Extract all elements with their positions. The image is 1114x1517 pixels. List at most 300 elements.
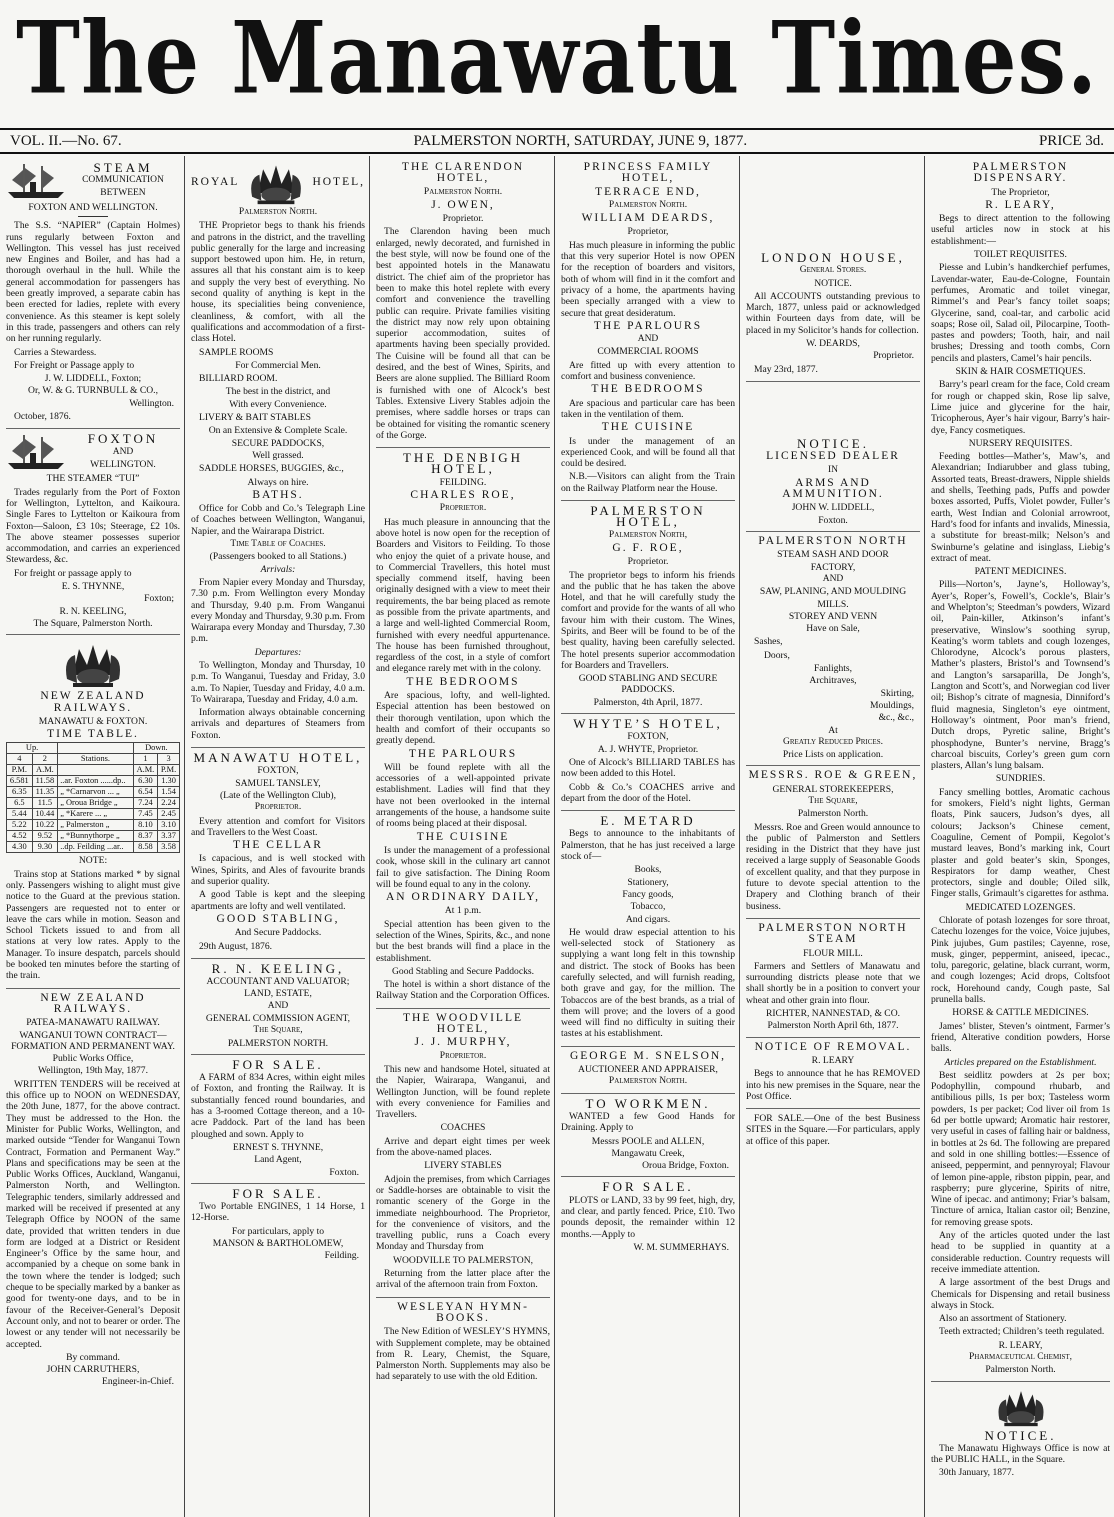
ad-body: Pills—Norton’s, Jayne’s, Holloway’s, Ayer’s, Roper’s, Fowell’s, Cockle’s, Blair’s and Whelpton’s; Steedman’s powders, Wizard oil, Pain-killer, Atkinson’s infant’s preservative, Winslow’s soothing syrup, Keating’s worm tablets and cough lozenges, Chlorodyne, Alcock’s porous plasters, Mather’s plasters, Bristol’s and Townsend’s and Langton’s sarsaparilla, De Jongh’s, Langton and Scott’s, and Norwegian cod liver oil; Bishop’s citrate of magnesia, Dinniford’s fluid magnesia, Singleton’s eye ointment, Holloway’s ointment, Poor man’s friend, Dutch drops, Pyretic saline, Bright’s phosphodyne, Bunter’s nervine, Bragg’s charcoal biscuits, Corley’s green gum corn plasters, Allan’s lung balsam. xyxy=(931,579,1110,772)
ad-body: Piesse and Lubin’s handkerchief perfumes, Lavendar-water, Eau-de-Cologne, Fountain perfumes, Aromatic and toilet vinegar, Rimmel’s and Pear’s fancy toilet soaps; Glycerine, sand, coal-tar, and carbolic acid soaps; Rose oil, Salad oil, Pilocarpine, Tooth-pastes and powders; Tooth, hair, and nail brushes; Dressing and tooth combs, Corn pencils and plasters, Camel’s hair pencils. xyxy=(931,262,1110,364)
firm-name: RICHTER, NANNESTAD, & CO. xyxy=(765,1008,901,1020)
ad-engines-for-sale xyxy=(191,1185,365,1267)
train-number: 2 xyxy=(32,754,58,765)
stations-header: Stations. xyxy=(58,754,134,765)
proprietor-name: R. LEARY, xyxy=(985,198,1056,211)
ad-text: The Proprietor, xyxy=(991,186,1050,198)
ad-subheading: BATHS. xyxy=(252,488,304,501)
ad-heading: PALMERSTON NORTH STEAM xyxy=(758,921,908,946)
ad-subheading: FOXTON AND WELLINGTON. xyxy=(28,202,158,213)
list-item: And cigars. xyxy=(625,913,671,925)
ad-foxton-wellington xyxy=(6,433,180,635)
list-item: Fanlights, xyxy=(813,663,853,675)
agent-name: W. M. SUMMERHAYS. xyxy=(633,1241,729,1253)
ad-text: Always on hire. xyxy=(247,476,309,488)
agent-name: E. S. THYNNE, xyxy=(61,581,125,593)
signer-title: Engineer-in-Chief. xyxy=(102,1376,174,1388)
list-item: Books, xyxy=(634,864,662,876)
ad-subheading: NURSERY REQUISITES. xyxy=(968,437,1073,449)
ad-heading: WESLEYAN HYMN-BOOKS. xyxy=(397,1300,529,1324)
signer-title: Pharmaceutical Chemist, xyxy=(968,1351,1073,1362)
ad-flour-mill xyxy=(746,923,920,1038)
ad-palmerston-dispensary xyxy=(931,162,1110,1382)
ad-body: A FARM of 834 Acres, within eight miles of Foxton, and fronting the Railway. It is substantially fenced round boundaries, and has a 3-roomed Cottage thereon, and a 10-acre Paddock. Part of the land has been ploughed and sown. Apply to xyxy=(191,1072,365,1140)
ad-subheading: R. LEARY xyxy=(811,1054,855,1066)
column-6 xyxy=(925,156,1114,1517)
dealer-name: JOHN W. LIDDELL, xyxy=(791,502,875,514)
departure-time: 6.5 xyxy=(7,798,33,809)
ad-body: WRITTEN TENDERS will be received at this office up to NOON on WEDNESDAY, the 20th June, 1877, for the above contract. They must be addressed to the Hon. the Minister for Public Works, Wellington, and marked outside “Tender for Wanganui Town Contract, Formation and Permanent Way.” Plans and specifications may be seen at the Public Works Offices, Auckland, Wanganui, Palmerston North, and Wellington. Telegraphic tenders, similarly addressed and marked will be received if presented at any Telegraph Office by NOON of the same date, provided that written tenders in due form are lodged at a District or Resident Engineer’s Office by the same hour, and accompanied by a cheque on some bank in the town where the tender is lodged; such cheque to be specially marked by a banker as good for twenty-one days, and to be in favour of the Receiver-General’s Deposit Account only, and not to bearer or order. The lowest or any tender will not necessarily be accepted. xyxy=(6,1078,180,1350)
ad-subheading: ACCOUNTANT AND VALUATOR; xyxy=(206,976,350,988)
departure-time: 11.58 xyxy=(32,776,58,787)
ad-place: Palmerston North. xyxy=(985,1364,1056,1376)
departure-time: 3.37 xyxy=(158,831,180,842)
timetable-row xyxy=(7,831,180,842)
list-item: Skirting, xyxy=(880,687,914,699)
ad-subheading: AN ORDINARY DAILY, xyxy=(385,891,540,904)
list-item: Doors, xyxy=(764,649,790,661)
list-item: Architraves, xyxy=(809,675,857,687)
ad-land-for-sale xyxy=(561,1181,735,1258)
royal-hotel-heading xyxy=(191,160,365,206)
ad-body: The S.S. “NAPIER” (Captain Holmes) runs regularly between Foxton and Wellington. This vessel has just received new Engines and Boiler, and has had a thorough overhaul in the hull. While the general accommodation for passengers has been greatly improved, a separate cabin has been erected for ladies, replete with every convenience. As this steamer is kept solely in this trade, passengers and others can rely on her running regularly. xyxy=(6,220,180,345)
ad-subheading: THE STEAMER “TUI” xyxy=(46,473,140,485)
ad-body: Returning from the latter place after the arrival of the afternoon train from Foxton. xyxy=(376,1268,550,1291)
ad-subheading: SAW, PLANING, AND MOULDING xyxy=(759,586,907,598)
agent-place: Mangawatu Creek, xyxy=(611,1147,685,1159)
ad-place: Palmerston North. xyxy=(238,207,318,217)
ad-denbigh-hotel xyxy=(376,452,550,1009)
ad-heading: PRINCESS FAMILY HOTEL, xyxy=(583,161,713,185)
departure-time: 9.52 xyxy=(32,831,58,842)
ad-heading: GEORGE M. SNELSON, xyxy=(569,1049,727,1062)
steamship-icon xyxy=(6,162,66,200)
ad-heading: THE CLARENDON HOTEL, xyxy=(401,161,525,185)
ad-steam-sash-factory xyxy=(746,536,920,766)
ad-body: The New Edition of WESLEY’S HYMNS, with Supplement complete, may be obtained from R. Leary, Chemist, the Square, Palmerston North. Supplements may also be had separately to use with the old Edition. xyxy=(376,1326,550,1383)
ad-place: Palmerston North. xyxy=(797,808,869,820)
station-name: ..dp. Feilding ...ar.. xyxy=(58,842,134,853)
ad-text: For freight or passage apply to xyxy=(14,567,132,579)
proprietor-name: J. J. MURPHY, xyxy=(414,1036,512,1049)
timetable-up: Up. xyxy=(7,743,58,754)
ad-heading: STEAM xyxy=(93,160,153,175)
ad-subheading: THE BEDROOMS xyxy=(591,383,705,396)
timetable-down: Down. xyxy=(133,743,179,754)
station-name: „ Oroua Bridge „ xyxy=(58,798,134,809)
ad-heading: TO WORKMEN. xyxy=(585,1095,711,1111)
agent-name: Or, W. & G. TURNBULL & CO., xyxy=(28,385,158,397)
ad-body: Information always obtainable concerning arrivals and departures of Steamers from Foxton. xyxy=(191,707,365,741)
ad-subheading: Departures: xyxy=(254,646,302,658)
ad-place: Palmerston North. xyxy=(608,199,688,210)
ad-body: This new and handsome Hotel, situated at the Napier, Wairarapa, Wanganui, and Wellington Junction, will be found replete with every convenience for Families and Travellers. xyxy=(376,1063,550,1121)
ad-date: May 23rd, 1877. xyxy=(754,363,818,375)
ad-keeling xyxy=(191,960,365,1055)
agent-name: Messrs POOLE and ALLEN, xyxy=(591,1135,705,1147)
departure-time: 7.45 xyxy=(133,809,157,820)
ad-subheading: SUNDRIES. xyxy=(995,773,1046,785)
ad-body: He would draw especial attention to his well-selected stock of Stationery as supplying a want long felt in this township and district. The stock of Books has been carefully selected, and will furnish reading, both grave and gay, for the million. The Tobaccos are of the best brands, as a trial of them will prove; and the lovers of a good weed will find no difficulty in suiting their tastes at his establishment. xyxy=(561,926,735,1040)
ad-text: SECURE PADDOCKS, xyxy=(231,437,325,449)
agent-name: R. N. KEELING, xyxy=(59,605,127,617)
ad-date: Palmerston North April 6th, 1877. xyxy=(767,1020,899,1032)
ad-text: Greatly Reduced Prices. xyxy=(783,736,883,747)
ad-heading: FOR SALE. xyxy=(602,1179,694,1195)
departure-time: 6.30 xyxy=(133,776,157,787)
ad-roe-green xyxy=(746,770,920,919)
ad-woodville-hotel xyxy=(376,1013,550,1298)
ad-body: The Manawatu Highways Office is now at the PUBLIC HALL, in the Square. xyxy=(931,1442,1110,1466)
dateline xyxy=(0,128,1114,154)
column-4 xyxy=(555,156,740,1517)
ad-place: PALMERSTON NORTH. xyxy=(227,1037,329,1049)
ad-subheading: GENERAL STOREKEEPERS, xyxy=(772,783,894,795)
ad-body: N.B.—Visitors can alight from the Train on the Railway Platform near the House. xyxy=(561,471,735,494)
departure-time: 11.35 xyxy=(32,787,58,798)
railway-timetable xyxy=(6,742,180,853)
proprietor-name: J. OWEN, xyxy=(431,198,495,211)
ad-body: The hotel is within a short distance of the Railway Station and the Corporation Offices. xyxy=(376,979,550,1002)
ad-metard xyxy=(561,815,735,1047)
ad-text: And Secure Paddocks. xyxy=(234,927,322,939)
agent-place: Oroua Bridge, Foxton. xyxy=(642,1160,729,1172)
ad-heading: HOTEL, xyxy=(312,176,365,189)
ad-body: PLOTS or LAND, 33 by 99 feet, high, dry, and clear, and partly fenced. Price, £10. Two pounds deposit, the remainder within 12 months.—Apply to xyxy=(561,1194,735,1240)
ad-text: (Passengers booked to all Stations.) xyxy=(209,551,347,563)
ad-subheading: Arrivals: xyxy=(260,563,296,575)
ad-body: The proprietor begs to inform his friends and the public that he has taken the above Hotel, and that he will carefully study the comfort and provide for the wants of all who favour him with their custom. The Wines, Spirits, and Beer will be found to be of the best quality, having been carefully selected. The hotel presents superior accommodation for Boarders and Travellers. xyxy=(561,569,735,671)
ad-text: For Freight or Passage apply to xyxy=(14,359,135,371)
ad-subheading: Articles prepared on the Establishment. xyxy=(944,1056,1097,1068)
departure-time: 11.5 xyxy=(32,798,58,809)
ad-place: Palmerston North, xyxy=(608,529,688,540)
ad-body: Feeding bottles—Mather’s, Maw’s, and Alexandrian; Indiarubber and glass tubing, Assorted teats, Breast-drawers, Nipple shields and shells, Teething pads, Puffs and powder boxes assorted, Puffs, Violet powder, Fuller’s earth, West Indian and Colonial arrowroot, Hard’s food for infants and invalids, Minessia, a substitute for breast-milk; Nelson’s and Swinburne’s gelatine and isinglass, Liebig’s extract of meat. xyxy=(931,451,1110,564)
ad-heading: NEW ZEALAND RAILWAYS. xyxy=(40,991,146,1015)
ad-body: Fancy smelling bottles, Aromatic cachous for smokers, Field’s night lights, German floats, Pink saucers, Judson’s dyes, all colours; Jackson’s Chinese cement, Coaguline, Cement of Pompii, Kegolot’s mustard leaves, Bond’s marking ink, Court plaster and gold beater’s skin, Sponges, Respirators for damp weather, Chest protectors, single and double; Oiled silk, Finger stalls, Grimault’s cigarettes for asthma. xyxy=(931,786,1110,900)
ad-date: October, 1876. xyxy=(14,411,71,423)
ad-subheading: LAND, ESTATE, xyxy=(244,988,312,1000)
timetable-heading: TIME TABLE. xyxy=(47,728,139,741)
ad-body: Also an assortment of Stationery. xyxy=(939,1313,1067,1325)
ad-body: Two Portable ENGINES, 1 14 Horse, 1 12-Horse. xyxy=(191,1201,365,1224)
ad-text: On an Extensive & Complete Scale. xyxy=(208,425,348,437)
agent-title: Land Agent, xyxy=(254,1154,302,1166)
column-2 xyxy=(185,156,370,1517)
timetable-row xyxy=(7,820,180,831)
departure-time: 4.52 xyxy=(7,831,33,842)
ad-subheading: FACTORY, xyxy=(810,561,856,573)
ad-body: Are spacious and particular care has been taken in the ventilation of them. xyxy=(561,397,735,420)
ad-subheading: LIVERY STABLES xyxy=(424,1160,502,1172)
ad-text: IN xyxy=(827,464,839,475)
list-item: &c., &c., xyxy=(878,712,914,724)
station-name: „ Palmerston „ xyxy=(58,820,134,831)
ad-manawatu-hotel xyxy=(191,752,365,959)
ad-body: Will be found replete with all the accessories of a well-appointed private establishment. Ladies will find that they have not been overlooked in the internal arrangements of the house, a handsome suite of rooms being placed at their disposal. xyxy=(376,761,550,830)
agent-name: ERNEST S. THYNNE, xyxy=(232,1141,324,1153)
ad-subheading: MILLS. xyxy=(817,598,849,610)
ad-text: Proprietor, xyxy=(627,226,669,238)
ad-body: Begs to direct attention to the following useful articles now in stock at his establishment:— xyxy=(931,213,1110,247)
ad-highways-notice xyxy=(931,1386,1110,1485)
ad-heading: THE DENBIGH HOTEL, xyxy=(402,450,523,477)
ad-heading: E. METARD xyxy=(600,813,696,829)
ampm: P.M. xyxy=(158,765,180,776)
column-3 xyxy=(370,156,555,1517)
ad-heading: NOTICE. xyxy=(797,435,869,451)
ad-subheading: STEAM SASH AND DOOR xyxy=(777,549,889,561)
price: PRICE 3d. xyxy=(1038,132,1104,149)
ad-text: For particulars, apply to xyxy=(231,1225,325,1237)
ad-text: AND xyxy=(267,1000,289,1011)
ad-subheading: WANGANUI TOWN CONTRACT—FORMATION AND PERMANENT WAY. xyxy=(11,1029,175,1052)
ad-patea-railway xyxy=(6,993,180,1393)
steamship-icon xyxy=(6,433,66,471)
ad-subheading: WOODVILLE TO PALMERSTON, xyxy=(392,1254,534,1266)
ampm: A.M. xyxy=(133,765,157,776)
train-number: 4 xyxy=(7,754,33,765)
ad-body: Arrive and depart eight times per week from the above-named places. xyxy=(376,1135,550,1159)
timetable-row xyxy=(7,798,180,809)
timetable-row xyxy=(7,809,180,820)
agent-place: Foxton; xyxy=(144,593,174,605)
ad-steam-communication xyxy=(6,162,180,429)
ad-text: At xyxy=(828,724,838,736)
ad-subheading: NOTICE. xyxy=(814,277,852,289)
ad-text: (Late of the Wellington Club), xyxy=(219,789,336,801)
ad-body: Special attention has been given to the selection of the Wines, Spirits, &c., and none but the best brands will find a place in the establishment. xyxy=(376,918,550,964)
signer-name: R. LEARY, xyxy=(998,1339,1043,1351)
ad-business-site-for-sale xyxy=(746,1113,920,1153)
timetable-row xyxy=(7,776,180,787)
ad-body: WANTED a few Good Hands for Draining. Apply to xyxy=(561,1110,735,1134)
issue-date: PALMERSTON NORTH, SATURDAY, JUNE 9, 1877. xyxy=(413,132,748,149)
ad-palmerston-hotel xyxy=(561,505,735,714)
proprietor-name: CHARLES ROE, xyxy=(410,489,516,502)
proprietor-name: SAMUEL TANSLEY, xyxy=(235,777,321,789)
ad-heading: WHYTE’S HOTEL, xyxy=(573,716,723,732)
ad-subheading: MANAWATU & FOXTON. xyxy=(38,715,148,727)
signer-title: Proprietor. xyxy=(873,350,914,362)
ad-body: Is under the management of a professional cook, whose skill in the culinary art cannot fail to give satisfaction. The Dining Room will be found equal to any in the colony. xyxy=(376,844,550,890)
ad-body: Any of the articles quoted under the last head to be supplied in quantity at a considerable reduction. Country requests will receive immediate attention. xyxy=(931,1230,1110,1275)
ad-body: One of Alcock’s BILLIARD TABLES has now been added to this Hotel. xyxy=(561,756,735,780)
volume-number: VOL. II.—No. 67. xyxy=(10,132,122,149)
ad-heading: PALMERSTON HOTEL, xyxy=(590,503,706,530)
departure-time: 1.30 xyxy=(158,776,180,787)
ad-body: Is capacious, and is well stocked with Wines, Spirits, and Ales of favourite brands and superior quality. xyxy=(191,853,365,888)
ad-subheading: General Stores. xyxy=(799,265,867,276)
ad-body: Barry’s pearl cream for the face, Cold cream for rough or chapped skin, Rose lip salve, Lime juice and glycerine for the hair, Tricopherous, Ayer’s hair vigour, Barry’s hair-dye, Fancy cosmetiques. xyxy=(931,379,1111,436)
masthead xyxy=(0,0,1114,120)
departure-time: 8.58 xyxy=(133,842,157,853)
proprietor-name: WILLIAM DEARDS, xyxy=(581,212,715,225)
ad-date: Palmerston, 4th April, 1877. xyxy=(593,696,703,708)
ad-subheading: TERRACE END, xyxy=(595,185,701,198)
ad-date: 29th August, 1876. xyxy=(199,940,273,952)
ad-subheading: MEDICATED LOZENGES. xyxy=(965,901,1076,913)
ad-body: Teeth extracted; Children’s teeth regulated. xyxy=(939,1326,1105,1338)
ad-text: LIVERY & BAIT STABLES xyxy=(199,412,311,424)
agent-place: The Square, Palmerston North. xyxy=(33,617,153,629)
ad-text: Have on Sale, xyxy=(806,623,860,635)
ad-text: BILLIARD ROOM. xyxy=(199,373,278,385)
ad-subheading: COMMUNICATION xyxy=(82,175,164,186)
ad-place: FOXTON, xyxy=(627,731,669,743)
ad-body: Every attention and comfort for Visitors and Travellers to the West Coast. xyxy=(191,815,365,838)
ad-place: FEILDING. xyxy=(439,476,487,488)
departure-time: 1.54 xyxy=(158,787,180,798)
ad-text: Proprietor. xyxy=(254,802,302,813)
ad-heading: FOXTON xyxy=(87,431,159,447)
ad-place: Foxton. xyxy=(818,514,848,526)
departure-time: 7.24 xyxy=(133,798,157,809)
ad-text: Price Lists on application. xyxy=(782,749,884,761)
list-item: Sashes, xyxy=(754,636,783,648)
ad-subheading: GOOD STABLING AND SECURE PADDOCKS. xyxy=(578,673,718,696)
ad-heading: LONDON HOUSE, xyxy=(761,250,905,265)
agent-name: J. W. LIDDELL, Foxton; xyxy=(44,373,142,385)
ad-subheading: TOILET REQUISITES. xyxy=(974,249,1067,261)
ad-body: To Wellington, Monday and Thursday, 10 p.m. To Wanganui, Tuesday and Friday, 3.0 a.m. To Napier, Tuesday and Friday, 4.0 a.m. To Wairarapa, Tuesday and Friday, 4.0 a.m. xyxy=(191,659,365,705)
ad-heading: PALMERSTON DISPENSARY. xyxy=(972,161,1069,185)
ad-subheading: THE CUISINE xyxy=(601,421,695,434)
ad-body: Are spacious, lofty, and well-lighted. Especial attention has been bestowed on their thorough ventilation, upon which the health and comfort of their occupants so greatly depend. xyxy=(376,690,550,747)
ad-heading: FOR SALE. xyxy=(232,1185,324,1201)
ad-body: From Napier every Monday and Thursday, 7.30 p.m. From Wellington every Monday and Thursday, 9.40 p.m. From Wanganui every Monday and Thursday, 9.30 p.m. From Wairarapa every Monday and Thursday, 7.30 p.m. xyxy=(191,576,365,645)
ad-subheading: COACHES xyxy=(440,1122,486,1134)
agent-place: Foxton. xyxy=(329,1166,359,1178)
departure-time: 6.54 xyxy=(133,787,157,798)
ad-heading: MESSRS. ROE & GREEN, xyxy=(748,769,918,782)
ad-text: Proprietor. xyxy=(442,213,484,225)
ad-royal-hotel xyxy=(191,160,365,748)
ad-text: Public Works Office, xyxy=(52,1053,134,1065)
ad-whytes-hotel xyxy=(561,718,735,811)
ad-body: The Clarendon having been much enlarged, newly decorated, and furnished in the best style, will now be found one of the best appointed hotels in the Manawatu district. The chief aim of the proprietor has been to make this hotel replete with every comfort and convenience the travelling public can require. Private families visiting the district may now rely upon obtaining superior accommodation, suites of apartments having been specially provided. The Cuisine will be found all that can be desired, and the best of Wines, Spirits, and Beers are alone supplied. The Billiard Room is furnished with one of Alcock’s best Tables. Extensive Livery Stables adjoin the premises, where saddle horses or traps can be obtained for visiting the romantic scenery of the Gorge. xyxy=(376,226,550,441)
ad-heading: NOTICE OF REMOVAL. xyxy=(754,1040,912,1053)
departure-time: 6.581 xyxy=(7,776,33,787)
ad-heading: ROYAL xyxy=(191,176,240,189)
ad-body: Trains stop at Stations marked * by signal only. Passengers wishing to alight must give notice to the Guard at the previous station. Passengers are requested not to enter or leave the cars while in motion. Season and School Tickets issued to and from all stations at very low rates. Apply to the Manager. To insure despatch, parcels should be booked ten minutes before the starting of the train. xyxy=(6,868,180,982)
agent-place: Wellington. xyxy=(129,397,174,409)
ad-london-house xyxy=(746,252,920,382)
royal-crest-icon xyxy=(246,160,306,206)
ampm: P.M. xyxy=(7,765,33,776)
departure-time: 10.44 xyxy=(32,809,58,820)
royal-crest-icon xyxy=(63,639,123,689)
note-heading: NOTE: xyxy=(78,855,108,867)
ad-body: A large assortment of the best Drugs and Chemicals for Dispensing and retail business always in Stock. xyxy=(931,1277,1110,1311)
ad-text: Proprietor. xyxy=(439,1050,487,1061)
firm-name: STOREY AND VENN xyxy=(788,610,878,622)
list-item: Mouldings, xyxy=(870,699,914,711)
ad-subheading: GOOD STABLING, xyxy=(216,912,340,925)
ad-subheading: THE PARLOURS xyxy=(593,319,703,332)
station-name: ..ar. Foxton ......dp.. xyxy=(58,776,134,787)
ad-text: SAMPLE ROOMS xyxy=(199,346,274,358)
ad-text: For Commercial Men. xyxy=(235,359,321,371)
ad-body: Is under the management of an experienced Cook, and will be found all that could be desired. xyxy=(561,435,735,470)
departure-time: 3.10 xyxy=(158,820,180,831)
ad-subheading: HORSE & CATTLE MEDICINES. xyxy=(952,1007,1089,1019)
ad-to-workmen xyxy=(561,1095,735,1178)
proprietor-name: A. J. WHYTE, Proprietor. xyxy=(597,743,699,755)
ad-subheading: PATEA-MANAWATU RAILWAY. xyxy=(26,1017,160,1029)
ad-body: Has much pleasure in announcing that the above hotel is now open for the reception of Boarders and Visitors to Feilding. To those who enjoy the quiet of a private house, and to Commercial Travellers, this hotel must specially commend itself, having been originally designed with a view to meet their requirements, the bar being placed as remote as possible from the private apartments, and a large and well-lighted Commercial Room, furnished with every needful appurtenance. The house has been furnished throughout, regardless of the cost, in a style of comfort and elegance rarely met with in the colony. xyxy=(376,516,550,675)
ad-body: A good Table is kept and the sleeping apartments are lofty and well ventilated. xyxy=(191,889,365,912)
ad-heading: THE WOODVILLE HOTEL, xyxy=(403,1011,523,1036)
station-name: „ *Carnarvon ... „ xyxy=(58,787,134,798)
ad-heading: NOTICE. xyxy=(984,1427,1057,1443)
ad-body: Trades regularly from the Port of Foxton for Wellington, Lyttelton, and Kaikoura. Single Fares to Lyttelton or Kaikoura from Foxton—Saloon, £3 10s; Steerage, £2 10s. The above steamer possesses superior accommodation, and carries an experienced Stewardess, &c. xyxy=(6,486,180,566)
ad-snelson xyxy=(561,1051,735,1094)
departure-time: 5.44 xyxy=(7,809,33,820)
ad-heading: NEW ZEALAND RAILWAYS. xyxy=(40,690,146,714)
ad-text: SADDLE HORSES, BUGGIES, &c., xyxy=(199,463,344,475)
station-name: „ *Karere ... „ xyxy=(58,809,134,820)
departure-time: 2.24 xyxy=(158,798,180,809)
ad-heading: PALMERSTON NORTH xyxy=(758,535,908,548)
departure-time: 2.45 xyxy=(158,809,180,820)
column-5 xyxy=(740,156,925,1517)
departure-time: 8.37 xyxy=(133,831,157,842)
signer-name: JOHN CARRUTHERS, xyxy=(46,1364,140,1376)
ad-place: Palmerston North. xyxy=(423,186,503,197)
royal-crest-icon xyxy=(996,1386,1046,1428)
ad-licensed-dealer xyxy=(746,435,920,532)
departure-time: 8.10 xyxy=(133,820,157,831)
ad-body: FOR SALE.—One of the best Business SITES in the Square.—For particulars, apply at office of this paper. xyxy=(746,1113,920,1147)
signer-name: W. DEARDS, xyxy=(806,338,860,350)
ad-heading: FLOUR MILL. xyxy=(803,947,863,959)
ad-text: Carries a Stewardess. xyxy=(14,346,97,358)
ad-princess-hotel xyxy=(561,162,735,501)
ad-nz-railways-timetable xyxy=(6,639,180,988)
timetable-row xyxy=(7,842,180,853)
ad-wesleyan-hymn-books xyxy=(376,1302,550,1389)
ad-body: Cobb & Co.’s COACHES arrive and depart from the door of the Hotel. xyxy=(561,781,735,804)
ad-subheading: WELLINGTON. xyxy=(90,458,156,470)
ad-place: FOXTON, xyxy=(257,765,299,777)
departure-time: 3.58 xyxy=(158,842,180,853)
ad-body: Are fitted up with every attention to comfort and business convenience. xyxy=(561,359,735,383)
ad-text: AND xyxy=(822,573,844,584)
ad-heading: FOR SALE. xyxy=(232,1056,324,1072)
ad-text: Good Stabling and Secure Paddocks. xyxy=(391,965,535,977)
ad-body: James’ blister, Steven’s ointment, Farmer’s friend, Alterative condition powders, Horse balls. xyxy=(931,1020,1110,1055)
ad-heading: R. N. KEELING, xyxy=(211,960,345,976)
newspaper-title: The Manawatu Times. xyxy=(15,0,1099,117)
ad-body: THE Proprietor begs to thank his friends and patrons in the district, and the travelling public generally for the large and increasing support bestowed upon him. He, in return, assures all that his constant aim is to keep and supply the very best of everything. No second quality of anything is kept in the house, its specialities being convenience, cleanliness, & comfort, with all the qualifications and accommodation of a first-class Hotel. xyxy=(191,220,365,345)
station-name: „ *Bunnythorpe „ xyxy=(58,831,134,842)
ad-body: Chlorate of potash lozenges for sore throat, Catechu lozenges for the voice, Voice jujubes, Pink jujubes, Gum pastiles; Cayenne, rose, musk, ginger, peppermint, aniseed, ipecac., tolu, paregoric, gelatine, black currant, worm, and cough lozenges; Acid drops, Coltsfoot rock, Horehound candy, Cough paste, Sal prunella balls. xyxy=(931,915,1110,1006)
departure-time: 6.35 xyxy=(7,787,33,798)
ad-subheading: COMMERCIAL ROOMS xyxy=(597,346,699,358)
ad-subheading: LICENSED DEALER xyxy=(766,450,900,463)
list-item: Tobacco, xyxy=(630,901,666,913)
ad-clarendon-hotel xyxy=(376,162,550,448)
ad-text: With every Convenience. xyxy=(229,398,327,410)
ad-date: 30th January, 1877. xyxy=(939,1467,1015,1479)
ad-body: Best seidlitz powders at 2s per box; Podophyllin, compound rhubarb, and antibilious pills, 1s per box; Tasteless worm powders, 1s per packet; Cod liver oil from 1s 6d per bottle upward; Aromatic hair restorer, very useful in cases of falling hair or baldness, in bottles at 2s 6d. The following are prepared and sold in one shilling bottles:—Essence of aniseed, peppermint, and pennyroyal; Flavour of lemon pine-apple, ribston pippin, pear, and raspberry; pure glycerine, Spirits of nitre, Wine of ipecac. and antimony; Friar’s balsam, Tincture of arnica, Italian castor oil; Benzine, for removing grease spots. xyxy=(931,1069,1110,1228)
departure-time: 9.30 xyxy=(32,842,58,853)
ad-text: AND xyxy=(112,446,134,457)
ad-text: The best in the district, and xyxy=(225,386,331,398)
departure-time: 4.30 xyxy=(7,842,33,853)
ad-body: Office for Cobb and Co.’s Telegraph Line of Coaches between Wellington, Wanganui, Napier, and the Wairarapa District. xyxy=(191,503,365,537)
